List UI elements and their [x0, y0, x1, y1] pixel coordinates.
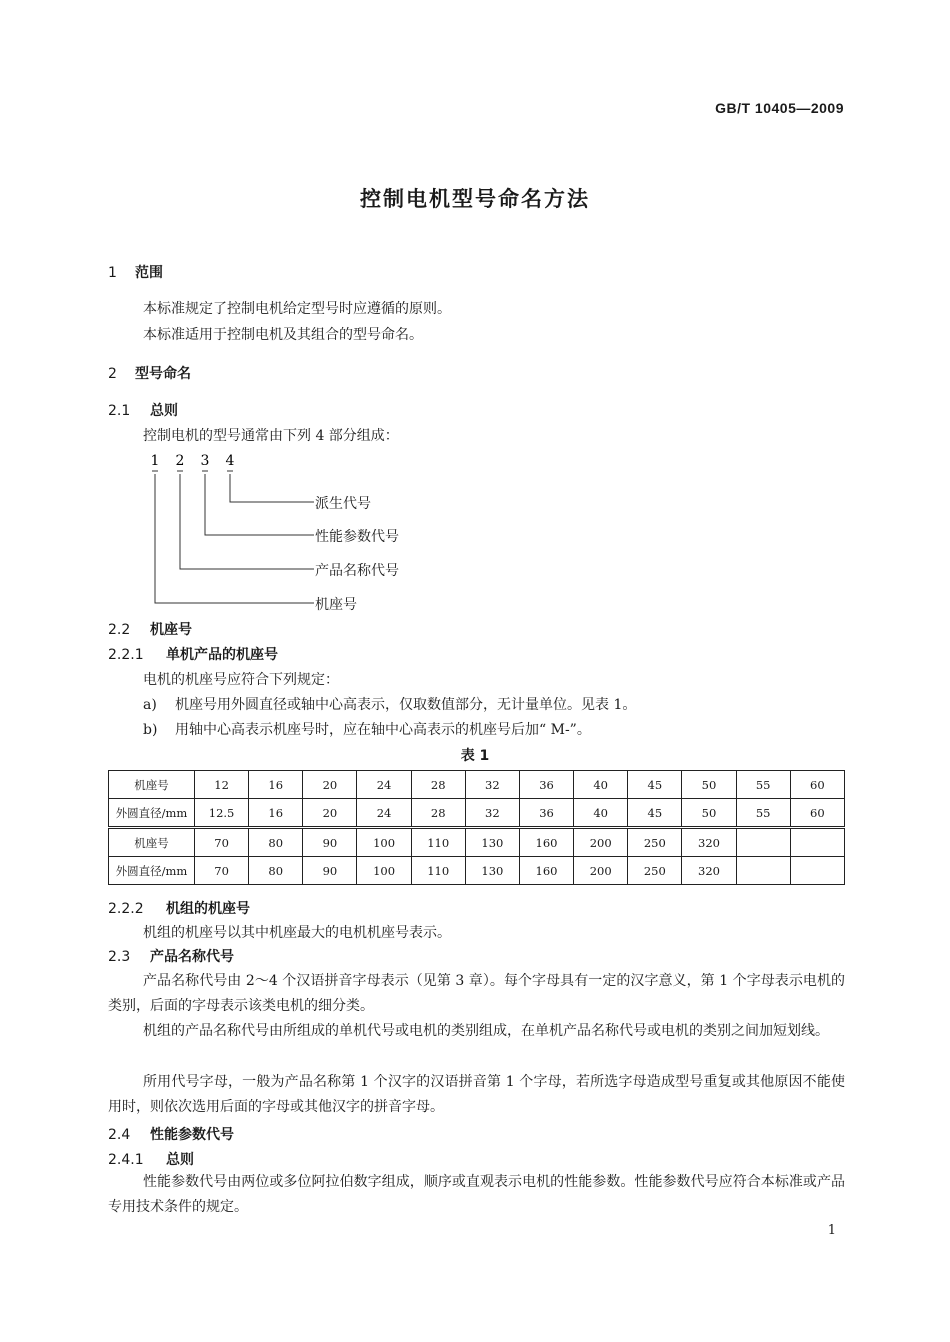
- list-text: 机座号用外圆直径或轴中心高表示，仅取数值部分，无计量单位。见表 1。: [175, 697, 637, 713]
- row-label: 机座号: [109, 828, 195, 857]
- table-row: [109, 799, 845, 828]
- diagram-digit-4: 4: [225, 453, 235, 469]
- section-number: 2.4: [108, 1127, 131, 1143]
- table-cell: [790, 828, 844, 857]
- table-cell: 32: [465, 771, 519, 799]
- table-cell: 70: [195, 828, 249, 857]
- table-row: [109, 857, 845, 885]
- table-cell: 90: [303, 828, 357, 857]
- section-2-2-heading: [108, 619, 192, 639]
- list-item: [143, 719, 591, 739]
- table-cell: 110: [411, 828, 465, 857]
- table-cell: [790, 857, 844, 885]
- table-cell: 36: [519, 771, 573, 799]
- list-marker: a): [143, 697, 157, 713]
- table-row: [109, 771, 845, 799]
- table-cell: 250: [628, 857, 682, 885]
- paragraph: 本标准适用于控制电机及其组合的型号命名。: [143, 327, 423, 343]
- section-title: 产品名称代号: [150, 949, 234, 965]
- section-2-1-heading: [108, 400, 178, 420]
- table-cell: 130: [465, 828, 519, 857]
- table-cell: 40: [574, 771, 628, 799]
- table-cell: 320: [682, 828, 736, 857]
- table-cell: 50: [682, 771, 736, 799]
- leader-line-2: [180, 474, 314, 569]
- leader-line-4: [230, 474, 314, 502]
- list-text: 用轴中心高表示机座号时，应在轴中心高表示的机座号后加“ M-”。: [175, 722, 591, 738]
- table-cell: 130: [465, 857, 519, 885]
- table-cell: 20: [303, 799, 357, 828]
- standard-prefix: GB/T: [715, 100, 751, 116]
- table-cell: 60: [790, 771, 844, 799]
- table-cell: 28: [411, 799, 465, 828]
- standard-number: 10405—2009: [754, 100, 844, 116]
- paragraph: 机组的产品名称代号由所组成的单机代号或电机的类别组成，在单机产品名称代号或电机的类别之间加短划线。: [143, 1023, 829, 1039]
- section-2-4-1-heading: [108, 1149, 194, 1169]
- paragraph: 机组的机座号以其中机座最大的电机机座号表示。: [143, 925, 451, 941]
- section-2-heading: [108, 363, 191, 383]
- table-cell: 60: [790, 799, 844, 828]
- table-cell: 250: [628, 828, 682, 857]
- frame-number-table: [108, 770, 845, 885]
- table-cell: 110: [411, 857, 465, 885]
- diagram-label-product-name-code: 产品名称代号: [315, 563, 399, 579]
- row-label: 外圆直径/mm: [109, 857, 195, 885]
- section-number: 2.2: [108, 622, 131, 638]
- table-cell: 40: [574, 799, 628, 828]
- page-number: 1: [827, 1223, 836, 1238]
- section-1-heading: [108, 262, 163, 282]
- table-cell: 200: [574, 828, 628, 857]
- section-title: 机座号: [150, 622, 192, 638]
- table-cell: 80: [249, 857, 303, 885]
- diagram-digit-3: 3: [200, 453, 210, 469]
- section-number: 2.2.2: [108, 901, 144, 917]
- table-cell: 24: [357, 799, 411, 828]
- table-cell: 100: [357, 828, 411, 857]
- table-cell: 36: [519, 799, 573, 828]
- paragraph: 所用代号字母，一般为产品名称第 1 个汉字的汉语拼音第 1 个字母，若所选字母造成型号重复或其他原因不能使用时，则依次选用后面的字母或其他汉字的拼音字母。: [108, 1074, 845, 1115]
- leader-line-3: [205, 474, 314, 535]
- table-cell: 12: [195, 771, 249, 799]
- section-title: 性能参数代号: [150, 1127, 234, 1143]
- table-cell: [736, 828, 790, 857]
- table-cell: 16: [249, 799, 303, 828]
- diagram-label-derivative-code: 派生代号: [315, 496, 371, 512]
- table-cell: 70: [195, 857, 249, 885]
- table-cell: 90: [303, 857, 357, 885]
- table-cell: 45: [628, 799, 682, 828]
- table-cell: 160: [519, 828, 573, 857]
- section-2-3-heading: [108, 946, 234, 966]
- section-number: 2.4.1: [108, 1152, 144, 1168]
- table-cell: 12.5: [195, 799, 249, 828]
- list-item: [143, 694, 636, 714]
- diagram-label-performance-code: 性能参数代号: [315, 529, 399, 545]
- table-cell: 32: [465, 799, 519, 828]
- table-cell: 28: [411, 771, 465, 799]
- section-title: 单机产品的机座号: [166, 647, 278, 663]
- diagram-label-frame-number: 机座号: [315, 597, 357, 613]
- row-label: 机座号: [109, 771, 195, 799]
- page-title: 控制电机型号命名方法: [360, 187, 590, 211]
- diagram-digit-2: 2: [175, 453, 185, 469]
- table-cell: 200: [574, 857, 628, 885]
- section-2-2-2-heading: [108, 898, 250, 918]
- table-cell: 100: [357, 857, 411, 885]
- paragraph: 电机的机座号应符合下列规定：: [143, 672, 339, 688]
- section-number: 2.2.1: [108, 647, 144, 663]
- section-number: 2.1: [108, 403, 131, 419]
- section-2-2-1-heading: [108, 644, 278, 664]
- table-cell: 50: [682, 799, 736, 828]
- table-cell: 24: [357, 771, 411, 799]
- table-cell: 45: [628, 771, 682, 799]
- section-2-4-heading: [108, 1124, 234, 1144]
- section-number: 2.3: [108, 949, 131, 965]
- table-cell: 55: [736, 771, 790, 799]
- table-cell: 55: [736, 799, 790, 828]
- section-title: 型号命名: [135, 366, 191, 382]
- leader-line-1: [155, 474, 314, 603]
- section-title: 范围: [135, 265, 163, 281]
- section-title: 总则: [150, 403, 178, 419]
- table-caption: 表 1: [460, 748, 490, 764]
- diagram-digit-1: 1: [150, 453, 160, 469]
- table-cell: [736, 857, 790, 885]
- table-cell: 160: [519, 857, 573, 885]
- standard-code: [715, 100, 844, 116]
- paragraph: 性能参数代号由两位或多位阿拉伯数字组成，顺序或直观表示电机的性能参数。性能参数代号应符合本标准或产品专用技术条件的规定。: [108, 1174, 845, 1215]
- paragraph: 控制电机的型号通常由下列 4 部分组成：: [143, 428, 399, 444]
- table-cell: 20: [303, 771, 357, 799]
- table-cell: 320: [682, 857, 736, 885]
- table-cell: 80: [249, 828, 303, 857]
- paragraph: 产品名称代号由 2～4 个汉语拼音字母表示（见第 3 章）。每个字母具有一定的汉字意义，第 1 个字母表示电机的类别，后面的字母表示该类电机的细分类。: [108, 973, 845, 1014]
- row-label: 外圆直径/mm: [109, 799, 195, 828]
- table-cell: 16: [249, 771, 303, 799]
- paragraph: 本标准规定了控制电机给定型号时应遵循的原则。: [143, 301, 451, 317]
- section-number: 1: [108, 265, 117, 281]
- section-number: 2: [108, 366, 117, 382]
- list-marker: b): [143, 722, 158, 738]
- table-row: [109, 828, 845, 857]
- section-title: 总则: [166, 1152, 194, 1168]
- section-title: 机组的机座号: [166, 901, 250, 917]
